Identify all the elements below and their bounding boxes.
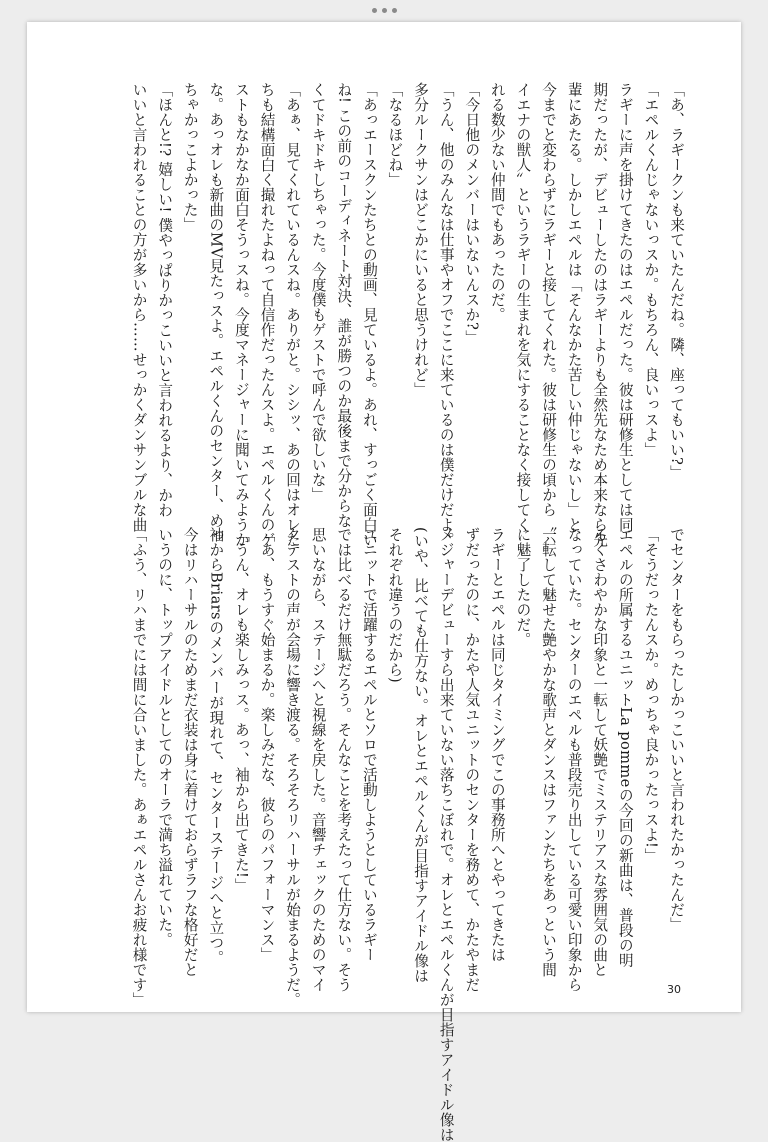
text-line: なっていた。センターのエペルも普段売り出している可愛い印象から — [565, 527, 583, 992]
text-line: な。あっオレも新曲のMV見たっスよ。エペルくんのセンター、めっ — [207, 82, 225, 544]
text-line: いいと言われることの方が多いから……せっかくダンサンブルな曲 — [130, 82, 148, 532]
text-line: でセンターをもらったしかっこいいと言われたかったんだ」 — [668, 527, 685, 932]
dot-icon — [382, 8, 387, 13]
text-line: 「今日他のメンバーはいないんスか?」 — [463, 82, 481, 346]
text-line: 「あぁ、見てくれているんスね。ありがと。シシッ、あの回はオレた — [284, 82, 302, 547]
text-line: ユニットで活躍するエペルとソロで活動しようとしているラギー — [360, 527, 378, 962]
more-options-handle[interactable] — [366, 4, 402, 16]
text-line: エペルの所属するユニットLa pommeの今回の新曲は、普段の明 — [616, 527, 634, 968]
upper-text-block — [126, 82, 689, 547]
text-line: 一転して魅せた艶やかな歌声とダンスはファンたちをあっという間 — [540, 527, 558, 977]
text-line: くてドキドキしちゃった。今度僕もゲストで呼んで欲しいな」 — [309, 82, 327, 502]
text-line: イエナの獣人〟というラギーの生まれを気にすることなく接してく — [514, 82, 532, 532]
text-line: 輩にあたる。しかしエペルは「そんなかた苦しい仲じゃないし」と — [565, 82, 583, 532]
text-line: 期だったが、デビューしたのはラギーよりも全然先なため本来なら先 — [591, 82, 609, 547]
text-line: に魅了したのだ。 — [514, 527, 532, 647]
text-line: ラギーとエペルは同じタイミングでこの事務所へとやってきたは — [488, 527, 506, 962]
text-line: 「あっエースクンたちとの動画、見ているよ。あれ、すっごく面白い — [360, 82, 378, 547]
text-line: ストもなかなか面白そうっスね。今度マネージャーに聞いてみようか — [232, 82, 250, 547]
text-line: ね! この前のコーディネート対決、誰が勝つのか最後まで分からな — [335, 82, 353, 529]
text-line: 「うん、他のみんなは仕事やオフでここに来ているのは僕だけだよ。 — [437, 82, 455, 547]
text-line: では比べるだけ無駄だろう。そんなことを考えたって仕方ない。そう — [335, 527, 353, 992]
text-line: ちゃかっこよかった」 — [181, 82, 199, 232]
text-line: いうのに、トップアイドルとしてのオーラで満ち溢れていた。 — [156, 527, 174, 947]
text-line: 「エペルくんじゃないっスか。もちろん、良いっスよ」 — [642, 82, 660, 457]
text-line: 今はリハーサルのためまだ衣装は身に着けておらずラフな格好だと — [181, 527, 199, 977]
text-line: 「そうだったんスか。めっちゃ良かったっスよ!」 — [642, 527, 660, 864]
text-line: 「なるほどね」 — [386, 82, 404, 187]
text-line: それぞれ違うのだから) — [386, 527, 404, 684]
text-line: るくさわやかな印象と一転して妖艶でミステリアスな雰囲気の曲と — [591, 527, 609, 977]
text-line: クテストの声が会場に響き渡る。そろそろリハーサルが始まるようだ。 — [284, 527, 302, 1007]
text-line: (いや、比べても仕方ない。オレとエペルくんが目指すアイドル像は — [412, 527, 430, 984]
text-line: れる数少ない仲間でもあったのだ。 — [488, 82, 506, 322]
text-line: ずだったのに、かたや人気ユニットのセンターを務めて、かたやまだ — [463, 527, 481, 992]
text-line: 「ふう、リハまでには間に合いました。あぁエペルさんお疲れ様です」 — [130, 527, 148, 1007]
book-page — [27, 22, 741, 1142]
text-line: ちも結構面白く撮れたよねって自信作だったんスよ。エペルくんのゲ — [258, 82, 276, 547]
dot-icon — [392, 8, 397, 13]
text-line: 多分ルークサンはどこかにいると思うけれど」 — [412, 82, 430, 397]
text-line: 袖からBriarsのメンバーが現れて、センターステージへと立つ。 — [207, 527, 225, 965]
page-number: 30 — [667, 983, 681, 996]
text-line: 「うん、オレも楽しみっス。あっ、袖から出てきた!」 — [232, 527, 250, 894]
dot-icon — [372, 8, 377, 13]
text-line: ラギーに声を掛けてきたのはエペルだった。彼は研修生としては同 — [616, 82, 634, 532]
text-line: 「あ、ラギークンも来ていたんだね。隣、座ってもいい?」 — [668, 82, 685, 481]
text-line: 「あ、もうすぐ始まるか。楽しみだな、彼らのパフォーマンス」 — [258, 527, 276, 962]
text-line: メジャーデビューすら出来ていない落ちこぼれで。オレとエペルくんが目指すアイドル像は — [437, 527, 455, 1142]
text-line: 「ほんと!? 嬉しい! 僕やっぱりかっこいいと言われるより、かわ — [156, 82, 174, 518]
text-line: 思いながら、ステージへと視線を戻した。音響チェックのためのマイ — [309, 527, 327, 992]
text-line: 今までと変わらずにラギーと接してくれた。彼は研修生の頃から〝ハ — [540, 82, 558, 547]
